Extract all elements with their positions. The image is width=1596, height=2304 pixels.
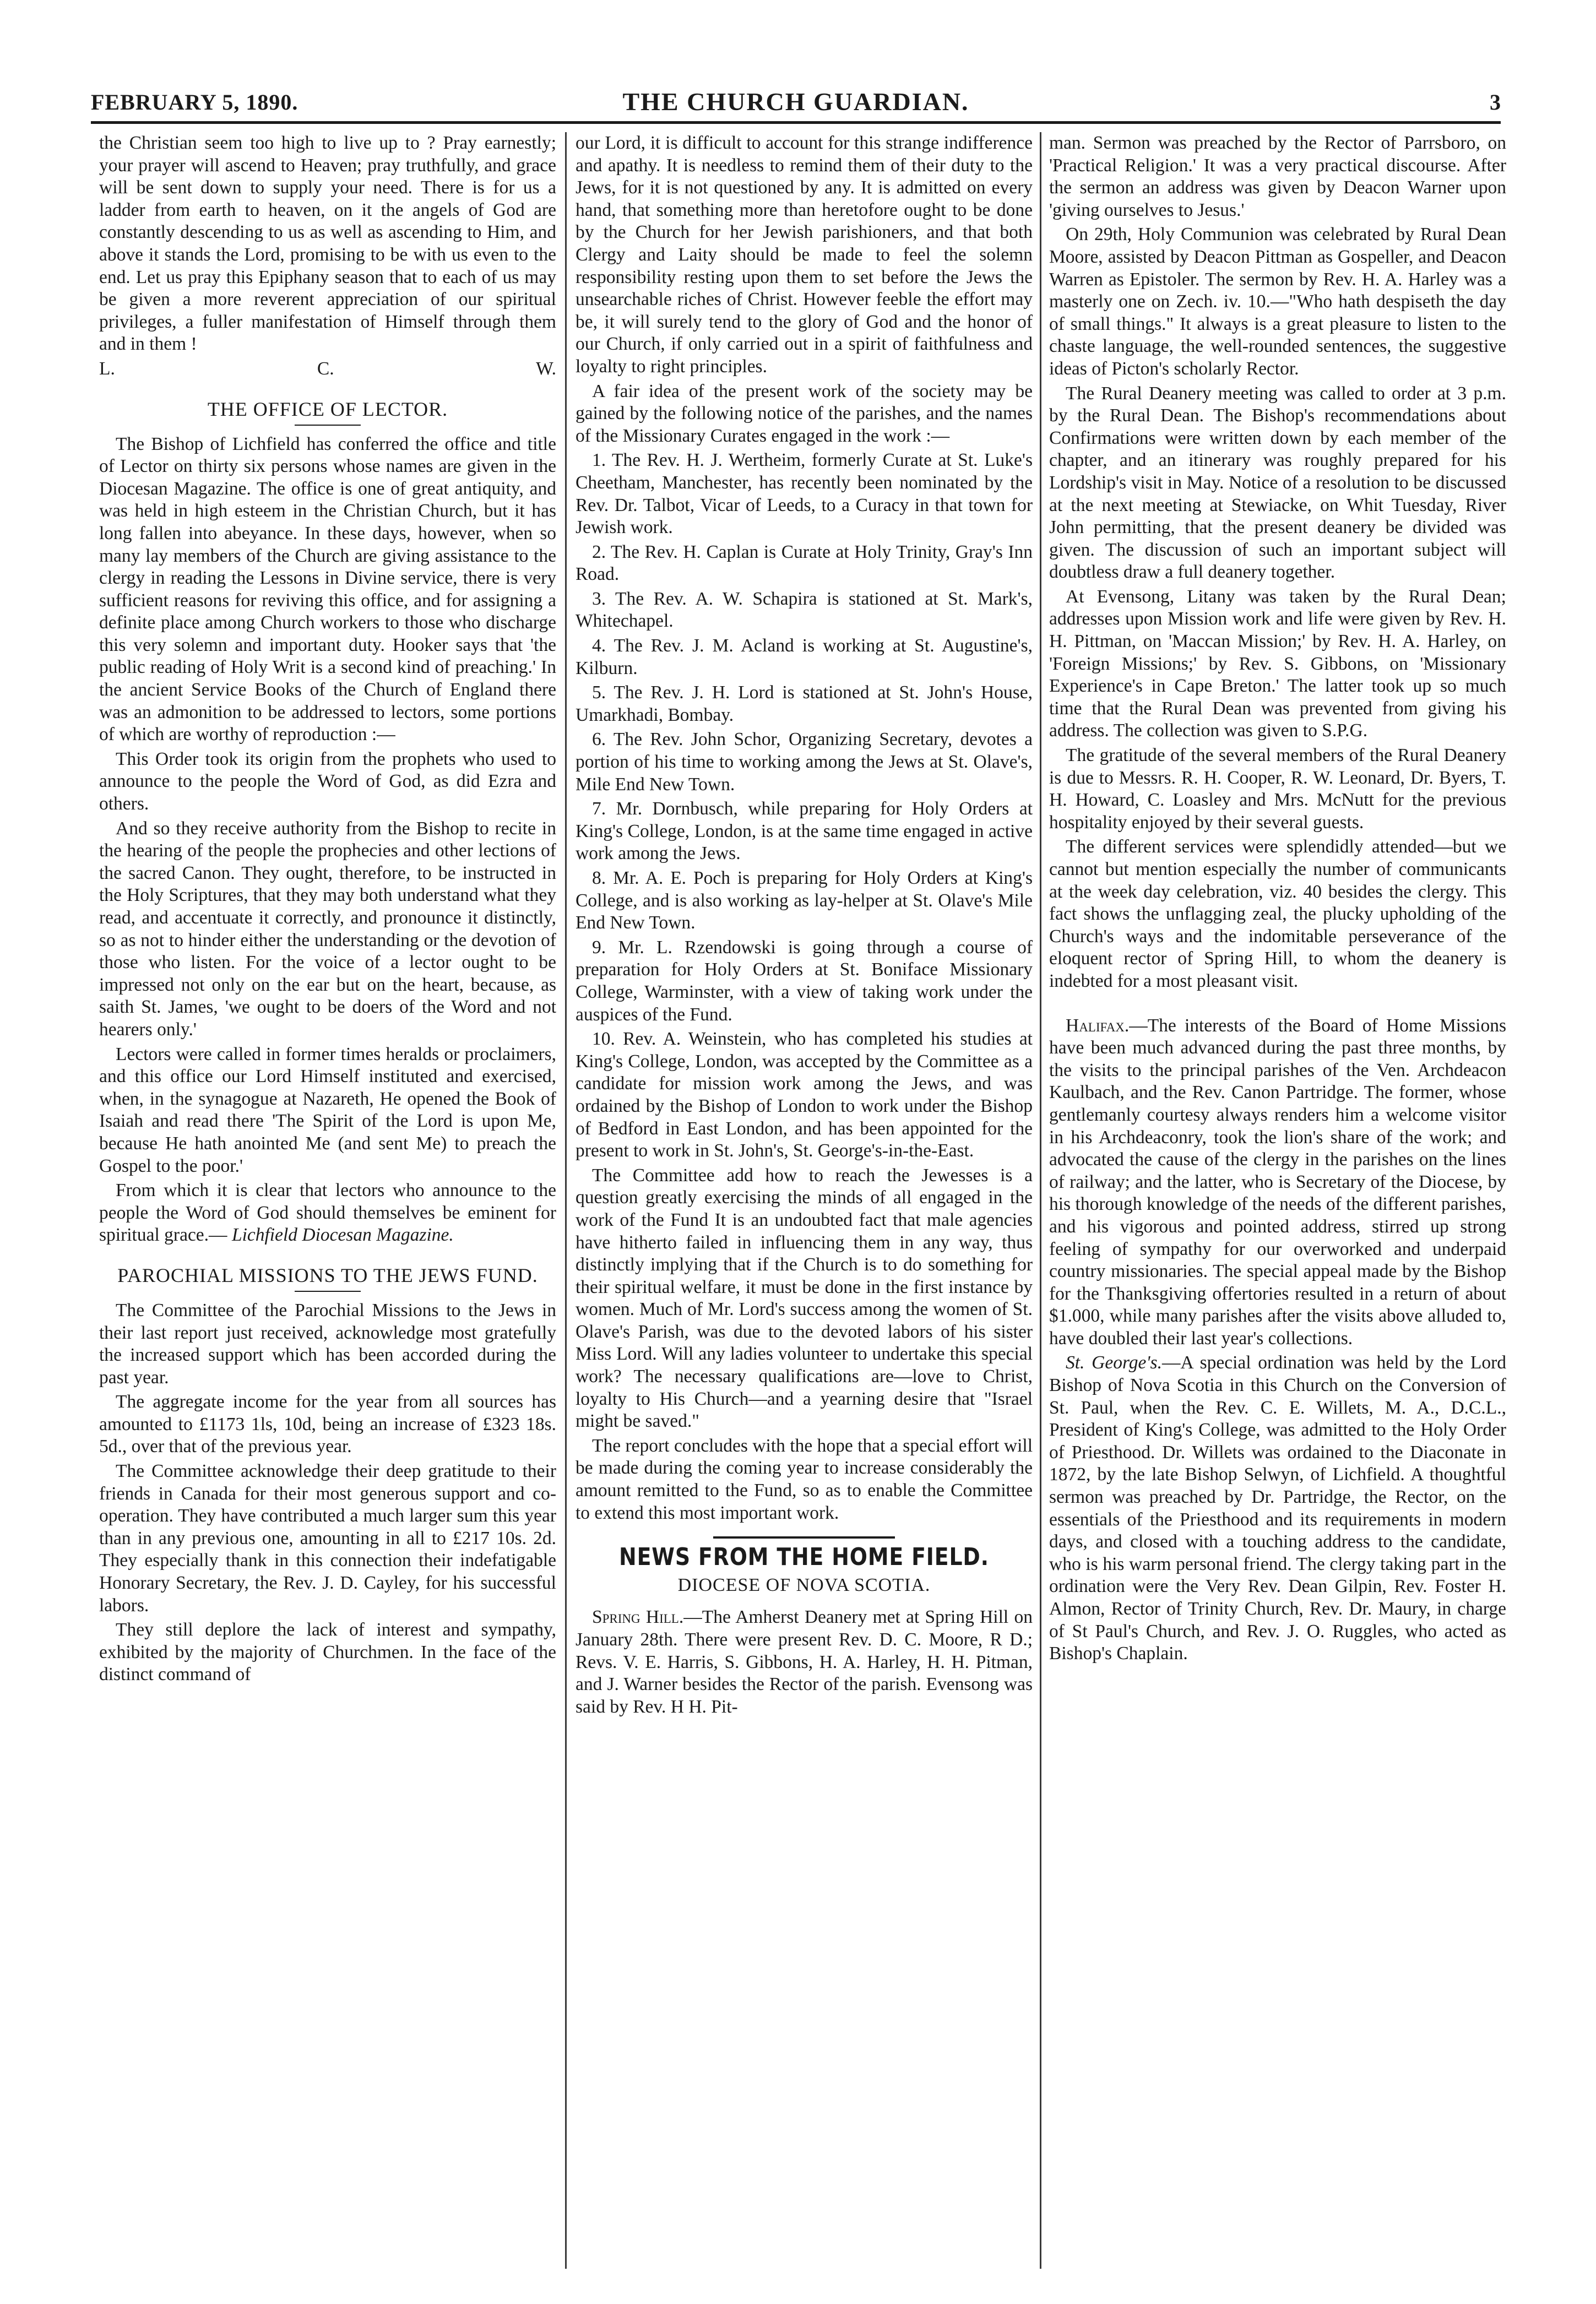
list-item: 7. Mr. Dornbusch, while preparing for Holy Orders at King's College, London, is at the same time engaged in active work among the Jews. [576,798,1033,864]
paragraph [1049,1015,1506,1350]
paragraph: On 29th, Holy Communion was celebrated by Rural Dean Moore, assisted by Deacon Pittman as Gospeller, and Deacon Warren as Epistoler. The sermon by Rev. H. A. Harley was a masterly one on Zech. iv. 10.—"Who hath despiseth the day of small things." It always is a great pleasure to listen to the chaste language, the well-rounded sentences, the suggestive ideas of Picton's scholarly Rector. [1049,224,1506,379]
list-item: 8. Mr. A. E. Poch is preparing for Holy Orders at King's College, and is also working as lay-helper at St. Olave's Mile End New Town. [576,868,1033,933]
paragraph: This Order took its origin from the prophets who used to announce to the people the Word of God, as did Ezra and others. [99,748,556,814]
paragraph: They still deplore the lack of interest and sympathy, exhibited by the majority of Churchmen. In the face of the distinct command of [99,1620,556,1685]
page-number: 3 [1490,90,1501,115]
paragraph: And so they receive authority from the Bishop to recite in the hearing of the people the prophecies and other lections of the sacred Canon. They ought, therefore, to be instructed in the Holy Scriptures, that they may both understand what they read, and accentuate it correctly, and pronounce it distinctly, so as not to hinder either the understanding or the devotion of those who listen. For the voice of a lector ought to be impressed not only on the ear but on the heart, because, as saith St. James, 'we ought to be doers of the Word and not hearers only.' [99,818,556,1040]
heading-rule [295,425,361,426]
paragraph: our Lord, it is difficult to account for this strange indifference and apathy. It is needless to remind them of their duty to the Jews, for it is not questioned by any. It is admitted on every hand, that something more than heretofore ought to be done by the Church for her Jewish parishioners, and that both Clergy and Laity should be made to feel the solemn responsibility resting upon them to set before the Jews the unsearchable riches of Christ. However feeble the effort may be, it will surely tend to the glory of God and the honor of our Church, if only carried out in a spirit of faithfulness and loyalty to right principles. [576,133,1033,377]
spacer [1049,995,1506,1015]
paragraph-text: —The interests of the Board of Home Missions have been much advanced during the past three months, by the visits to the principal parishes of the Ven. Archdeacon Kaulbach, and the Rev. Canon Partridge. The former, whose gentlemanly courtesy always renders him a welcome visitor in his Archdeaconry, took the lion's share of the work; and advocated the cause of the clergy in the parishes on the lines of railway; and the latter, who is Secretary of the Diocese, by his thorough knowledge of the needs of the different parishes, and his vigorous and pointed address, stirred up strong feeling of sympathy for our overworked and underpaid country missionaries. The special appeal made by the Bishop for the Thanksgiving offertories resulted in a return of about $1.000, while many parishes after the visits above alluded to, have doubled their last year's collections. [1049,1015,1506,1349]
list-item: 4. The Rev. J. M. Acland is working at St. Augustine's, Kilburn. [576,635,1033,678]
list-item: 3. The Rev. A. W. Schapira is stationed at St. Mark's, Whitechapel. [576,588,1033,632]
section-heading-missions: PAROCHIAL MISSIONS TO THE JEWS FUND. [117,1264,538,1286]
column-left [99,132,556,2269]
list-item: 1. The Rev. H. J. Wertheim, formerly Curate at St. Luke's Cheetham, Manchester, has recently been nominated by the Rev. Dr. Talbot, Vicar of Leeds, to a Curacy in that town for Jewish work. [576,450,1033,538]
column-divider [1040,132,1041,2269]
list-item: 6. The Rev. John Schor, Organizing Secretary, devotes a portion of his time to working among the Jews at St. Olave's, Mile End New Town. [576,729,1033,795]
paragraph: A fair idea of the present work of the society may be gained by the following notice of the parishes, and the names of the Missionary Curates engaged in the work :— [576,381,1033,446]
place-lead: St. George's. [1066,1352,1162,1373]
paragraph: the Christian seem too high to live up to ? Pray earnestly; your prayer will ascend to Heaven; pray truthfully, and grace will be sent down to supply your need. There is for us a ladder from earth to heaven, on it the angels of God are constantly descending to us as well as ascending to Him, and above it stands the Lord, promising to be with us even to the end. Let us pray this Epiphany season that to each of us may be given a more reverent appreciation of our spiritual privileges, a fuller manifestation of Himself through them and in them ! [99,133,556,355]
list-item: 9. Mr. L. Rzendowski is going through a course of preparation for Holy Orders at St. Boniface Missionary College, Warminster, with a view of taking work under the auspices of the Fund. [576,937,1033,1025]
paragraph: The Rural Deanery meeting was called to order at 3 p.m. by the Rural Dean. The Bishop's recommendations about Confirmations were written down by each member of the chapter, and an itinerary was roughly prepared for his Lordship's visit in May. Notice of a resolution to be discussed at the next meeting at Stewiacke, on Whit Tuesday, River John permitting, that the present deanery be divided was given. The discussion of such an important subject will doubtless draw a full deanery together. [1049,383,1506,583]
paragraph [1049,1352,1506,1665]
column-middle [576,132,1033,2269]
place-lead: Halifax. [1066,1015,1130,1036]
paragraph-text: From which it is clear that lectors who announce to the people the Word of God should themselves be eminent for spiritual grace.— [99,1180,556,1246]
list-item: 10. Rev. A. Weinstein, who has completed his studies at King's College, London, was accepted by the Committee as a candidate for mission work among the Jews, and was ordained by the Bishop of London to work under the Bishop of Bedford in East London, and has been appointed for the present to work in St. John's, St. George's-in-the-East. [576,1029,1033,1161]
page-header [91,83,1501,124]
paragraph [576,1606,1033,1718]
list-item: 2. The Rev. H. Caplan is Curate at Holy Trinity, Gray's Inn Road. [576,541,1033,585]
list-item: 5. The Rev. J. H. Lord is stationed at St. John's House, Umarkhadi, Bombay. [576,682,1033,725]
paragraph: The Committee acknowledge their deep gratitude to their friends in Canada for their most generous support and co-operation. They have contributed a much larger sum this year than in any previous one, amounting in all to £217 10s. 2d. They especially thank in this connection their indefatigable Honorary Secretary, the Rev. J. D. Cayley, for his successful labors. [99,1461,556,1616]
paragraph: The different services were splendidly attended—but we cannot but mention especially the number of communicants at the week day celebration, viz. 40 besides the clergy. This fact shows the unflagging zeal, the plucky upholding of the Church's ways and the indomitable perseverance of the eloquent rector of Spring Hill, to whom the deanery is indebted for a most pleasant visit. [1049,836,1506,991]
paragraph: The gratitude of the several members of the Rural Deanery is due to Messrs. R. H. Cooper, R. W. Leonard, Dr. Byers, T. H. Howard, C. Loasley and Mrs. McNutt for the previous hospitality enjoyed by their several guests. [1049,745,1506,833]
paragraph: The Committee of the Parochial Missions to the Jews in their last report just received, acknowledge most gratefully the increased support which has been accorded during the past year. [99,1300,556,1388]
paragraph: The report concludes with the hope that a special effort will be made during the coming year to increase considerably the amount remitted to the Fund, so as to enable the Committee to extend this most important work. [576,1435,1033,1523]
paragraph-text: —A special ordination was held by the Lord Bishop of Nova Scotia in this Church on the Conversion of St. Paul, when the Rev. C. E. Willets, M. A., D.C.L., President of King's College, was admitted to the Holy Order of Priesthood. Dr. Willets was ordained to the Diaconate in 1872, by the late Bishop Selwyn, of Lichfield. A thoughtful sermon was preached by Dr. Partridge, the Rector, on the essentials of the Priesthood and its requirements in modern days, and closed with a touching address to the candidate, who is his warm personal friend. The clergy taking part in the ordination were the Very Rev. Dean Gilpin, Rev. Foster H. Almon, Rector of Trinity Church, Rev. Dr. Maury, in charge of St Paul's Church, and Rev. J. O. Ruggles, who acted as Bishop's Chaplain. [1049,1352,1506,1664]
paragraph-text: —The Amherst Deanery met at Spring Hill on January 28th. There were present Rev. D. C. Moore, R D.; Revs. V. E. Harris, S. Gibbons, H. A. Harley, H. H. Pitman, and J. Warner besides the Rector of the parish. Evensong was said by Rev. H H. Pit- [576,1607,1033,1717]
heading-rule [295,1291,361,1292]
diocese-subheading: DIOCESE OF NOVA SCOTIA. [677,1574,931,1595]
column-divider [565,132,567,2269]
paragraph: The Bishop of Lichfield has conferred the office and title of Lector on thirty six persons whose names are given in the Diocesan Magazine. The office is one of great antiquity, and was held in high esteem in the Christian Church, but it has long fallen into abeyance. In these days, however, when so many lay members of the Church are giving assistance to the clergy in reading the Lessons in Divine service, there is very sufficient reasons for reviving this office, and for assigning a definite place among Church workers to those who discharge this very solemn and important duty. Hooker says that 'the public reading of Holy Writ is a second kind of preaching.' In the ancient Service Books of the Church of England there was an admonition to be addressed to lectors, some portions of which are worthy of reproduction :— [99,433,556,745]
section-heading-lector: THE OFFICE OF LECTOR. [207,398,448,420]
masthead-title: THE CHURCH GUARDIAN. [622,88,969,116]
paragraph: Lectors were called in former times heralds or proclaimers, and this office our Lord Himself instituted and exercised, when, in the synagogue at Nazareth, He opened the Book of Isaiah and read there 'The Spirit of the Lord is upon Me, because He hath anointed Me (and sent Me) to preach the Gospel to the poor.' [99,1044,556,1176]
paragraph [99,1180,556,1247]
column-right [1049,132,1506,2269]
signature: L. C. W. [99,358,556,379]
paragraph: man. Sermon was preached by the Rector of Parrsboro, on 'Practical Religion.' It was a very practical discourse. After the sermon an address was given by Deacon Warner upon 'giving ourselves to Jesus.' [1049,133,1506,220]
paragraph: The Committee add how to reach the Jewesses is a question greatly exercising the minds of all engaged in the work of the Fund It is an undoubted fact that male agencies have hitherto failed in influencing them in any way, thus distinctly implying that if the Church is to do something for their spiritual welfare, it must be done in the first instance by women. Much of Mr. Lord's success among the women of St. Olave's Parish, was due to the devoted labors of his sister Miss Lord. Will any ladies volunteer to undertake this special work? The necessary qualifications are—love to Christ, loyalty to His Church—and a yearning desire that "Israel might be saved." [576,1165,1033,1432]
section-rule [713,1536,895,1539]
place-lead: Spring Hill. [592,1607,684,1628]
issue-date: FEBRUARY 5, 1890. [91,90,298,115]
paragraph: The aggregate income for the year from all sources has amounted to £1173 1ls, 10d, being an increase of £323 18s. 5d., over that of the previous year. [99,1392,556,1457]
news-heading: NEWS FROM THE HOME FIELD. [619,1543,989,1572]
source-citation: Lichfield Diocesan Magazine. [231,1225,454,1246]
paragraph: At Evensong, Litany was taken by the Rural Dean; addresses upon Mission work and life were given by Rev. H. H. Pittman, on 'Maccan Mission;' by Rev. H. A. Harley, on 'Foreign Missions;' by Rev. S. Gibbons, on 'Missionary Experience's in Cape Breton.' The latter took up so much time that the Rural Dean was prevented from giving his address. The collection was given to S.P.G. [1049,586,1506,741]
